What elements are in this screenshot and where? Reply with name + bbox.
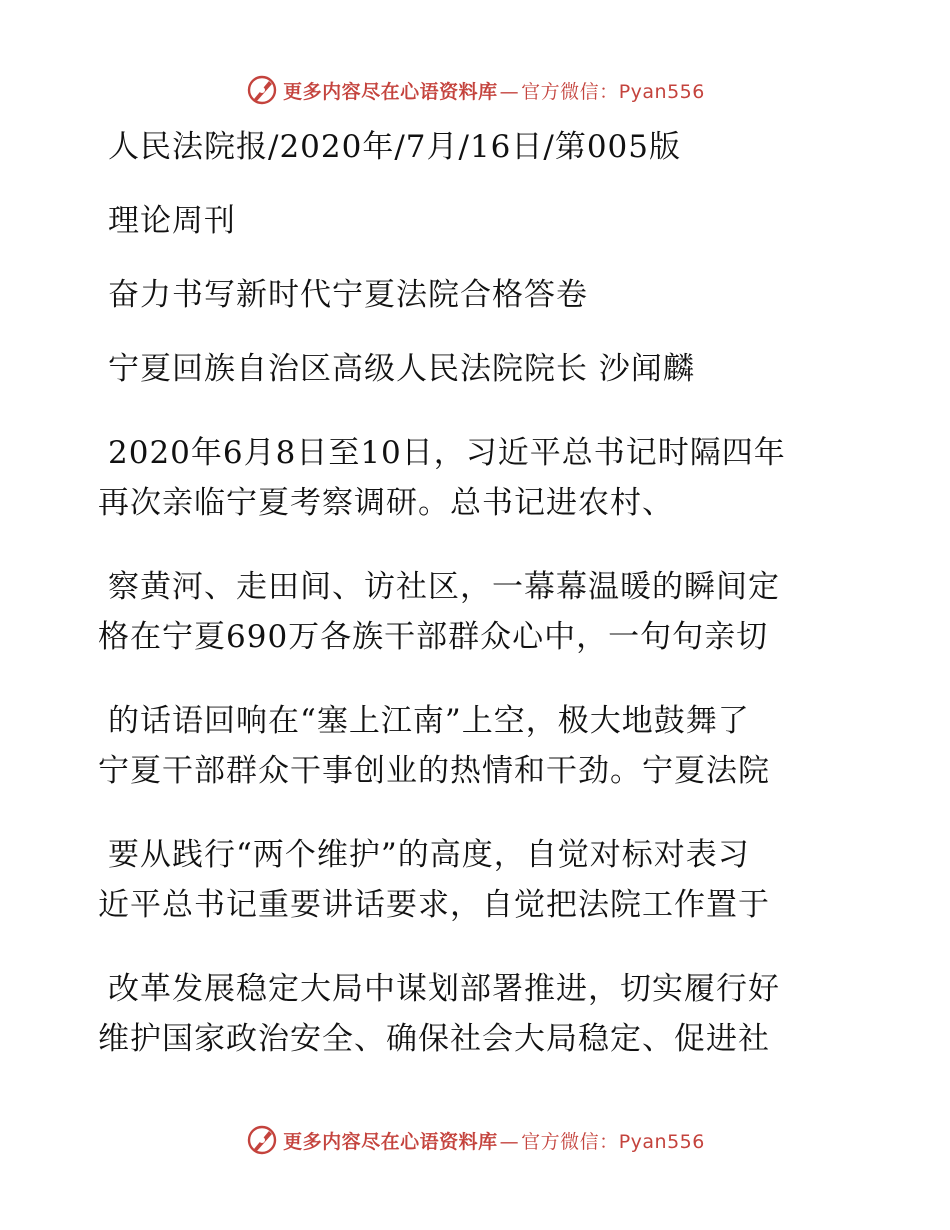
watermark-header (0, 70, 950, 110)
source-line: 人民法院报/2020年/7月/16日/第005版 (108, 129, 682, 165)
article-author: 宁夏回族自治区高级人民法院院长 沙闻麟 (108, 351, 695, 387)
watermark-text (283, 77, 705, 104)
article-title: 奋力书写新时代宁夏法院合格答卷 (108, 277, 588, 313)
paragraph-line: 格在宁夏690万各族干部群众心中，一句句亲切 (98, 619, 769, 655)
paragraph-line: 的话语回响在“塞上江南”上空，极大地鼓舞了 (108, 703, 750, 739)
watermark-wechat-id: Pyan556 (618, 1130, 705, 1153)
paragraph-line: 宁夏干部群众干事创业的热情和干劲。宁夏法院 (98, 753, 770, 789)
watermark-footer (0, 1120, 950, 1160)
paragraph-line: 要从践行“两个维护”的高度，自觉对标对表习 (108, 837, 750, 873)
watermark-brand: 更多内容尽在心语资料库 (283, 1130, 498, 1153)
watermark-wechat-label: 官方微信： (521, 80, 619, 103)
quill-logo-icon (245, 1123, 279, 1157)
paragraph-line: 察黄河、走田间、访社区，一幕幕温暖的瞬间定 (108, 569, 780, 605)
watermark-wechat-label: 官方微信： (521, 1130, 619, 1153)
paragraph-line: 维护国家政治安全、确保社会大局稳定、促进社 (98, 1021, 770, 1057)
watermark-brand: 更多内容尽在心语资料库 (283, 80, 498, 103)
watermark-dash: — (499, 80, 520, 103)
document-body (98, 122, 858, 1064)
quill-logo-icon (245, 73, 279, 107)
paragraph-line: 近平总书记重要讲话要求，自觉把法院工作置于 (98, 887, 770, 923)
paragraph-line: 2020年6月8日至10日，习近平总书记时隔四年 (108, 435, 786, 471)
paragraph-line: 改革发展稳定大局中谋划部署推进，切实履行好 (108, 971, 780, 1007)
section-label: 理论周刊 (108, 203, 236, 239)
watermark-text (283, 1127, 705, 1154)
paragraph-line: 再次亲临宁夏考察调研。总书记进农村、 (98, 485, 674, 521)
watermark-dash: — (499, 1130, 520, 1153)
watermark-wechat-id: Pyan556 (618, 80, 705, 103)
